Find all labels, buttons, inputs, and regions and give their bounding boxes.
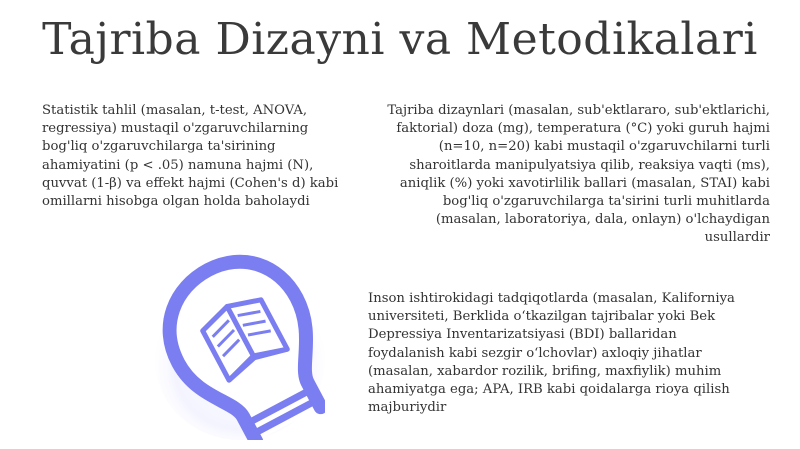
paragraph-statistical-analysis: Statistik tahlil (masalan, t-test, ANOVA, regressiya) mustaqil o'zgaruvchilarning bog'liq o'zgaruvchilarga ta'sirining ahamiyatini (p < .05) namuna hajmi (N), quvvat (1-β) va effekt hajmi (Cohen's d) kabi omillarni hisobga olgan holda baholaydi bbox=[42, 103, 339, 210]
paragraph-experimental-designs: Tajriba dizaynlari (masalan, sub'ektlararo, sub'ektlarichi, faktorial) doza (mg), temperatura (°C) yoki guruh hajmi (n=10, n=20) kabi mustaqil o'zgaruvchilarni turli sharoitlarda manipulyatsiya qilib, reaksiya vaqti (ms), aniqlik (%) yoki xavotirlilik ballari (masalan, STAI) kabi bog'liq o'zgaruvchilarga ta'sirini turli muhitlarda (masalan, laboratoriya, dala, onlayn) o'lchaydigan usullardir bbox=[387, 103, 770, 246]
lightbulb-book-icon bbox=[150, 240, 325, 440]
page-title: Tajriba Dizayni va Metodikalari bbox=[42, 14, 758, 65]
paragraph-ethics: Inson ishtirokidagi tadqiqotlarda (masalan, Kaliforniya universiteti, Berklida o‘tkazilgan tajribalar yoki Bek Depressiya Inventarizatsiyasi (BDI) ballaridan foydalanish kabi sezgir o‘lchovlar) axloqiy jihatlar (masalan, xabardor rozilik, brifing, maxfiylik) muhim ahamiyatga ega; APA, IRB kabi qoidalarga rioya qilish majburiydir bbox=[368, 291, 735, 416]
